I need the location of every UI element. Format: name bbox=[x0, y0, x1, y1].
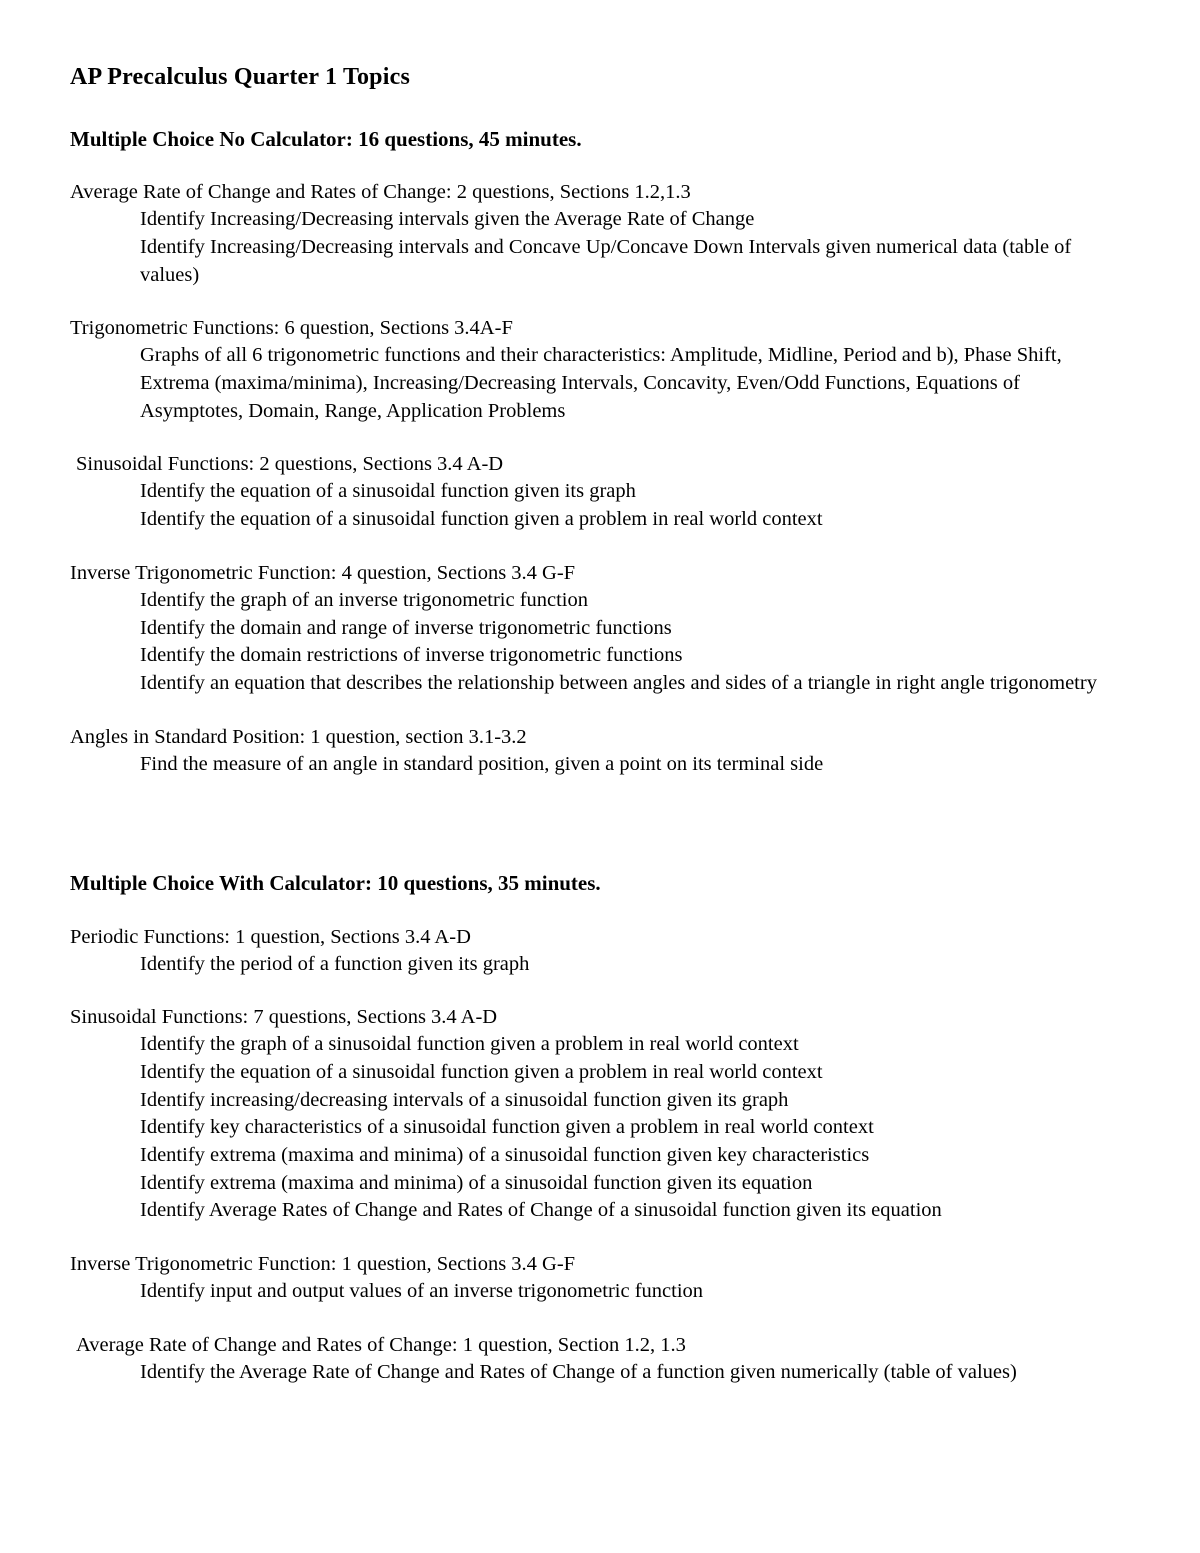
topic-bullets bbox=[70, 478, 1104, 533]
page-title-text: AP Precalculus Quarter 1 Topics bbox=[70, 64, 410, 90]
section-with-calculator bbox=[70, 870, 1104, 1386]
list-item: Identify the Average Rate of Change and Rates of Change of a function given numerically (table of values) bbox=[140, 1360, 1017, 1383]
topic-bullets bbox=[70, 1278, 1104, 1306]
topic-block bbox=[70, 315, 1104, 425]
list-item: Identify the graph of an inverse trigonometric function bbox=[140, 588, 589, 611]
topic-bullets bbox=[70, 751, 1104, 779]
topic-bullets bbox=[70, 1031, 1104, 1225]
section-heading: Multiple Choice With Calculator: 10 questions, 35 minutes. bbox=[70, 871, 601, 896]
topic-block bbox=[70, 1004, 1104, 1225]
list-item: Identify the equation of a sinusoidal function given its graph bbox=[140, 480, 636, 503]
list-item: Identify Increasing/Decreasing intervals given the Average Rate of Change bbox=[140, 208, 755, 231]
list-item: Identify the period of a function given its graph bbox=[140, 952, 530, 975]
topic-title: Average Rate of Change and Rates of Change: 1 question, Section 1.2, 1.3 bbox=[76, 1333, 686, 1356]
list-item: Identify Average Rates of Change and Rates of Change of a sinusoidal function given its equation bbox=[140, 1199, 942, 1222]
topic-title: Angles in Standard Position: 1 question, section 3.1-3.2 bbox=[70, 725, 527, 748]
topic-block bbox=[70, 724, 1104, 779]
topic-title: Trigonometric Functions: 6 question, Sections 3.4A-F bbox=[70, 317, 513, 340]
topic-title: Sinusoidal Functions: 2 questions, Sections 3.4 A-D bbox=[76, 453, 504, 476]
topic-title: Average Rate of Change and Rates of Change: 2 questions, Sections 1.2,1.3 bbox=[70, 181, 691, 204]
list-item: Identify input and output values of an inverse trigonometric function bbox=[140, 1280, 704, 1303]
list-item: Identify an equation that describes the relationship between angles and sides of a triangle in right angle trigonometry bbox=[140, 671, 1097, 694]
topic-block bbox=[70, 924, 1104, 979]
section-no-calculator bbox=[70, 126, 1104, 778]
topic-bullets bbox=[70, 951, 1104, 979]
list-item: Identify Increasing/Decreasing intervals and Concave Up/Concave Down Intervals given numerical data (table of values) bbox=[140, 236, 1072, 286]
topic-bullets bbox=[70, 1359, 1104, 1387]
topic-block bbox=[70, 1251, 1104, 1306]
list-item: Graphs of all 6 trigonometric functions and their characteristics: Amplitude, Midline, Period and b), Phase Shift, Extrema (maxima/minima), Increasing/Decreasing Intervals, Concavity, Even/Odd Functions, Equations of Asymptotes, Domain, Range, Application Problems bbox=[140, 344, 1062, 422]
list-item: Identify extrema (maxima and minima) of a sinusoidal function given key characteristics bbox=[140, 1144, 870, 1167]
topic-title: Periodic Functions: 1 question, Sections 3.4 A-D bbox=[70, 925, 471, 948]
section-divider-space bbox=[70, 804, 1104, 870]
list-item: Find the measure of an angle in standard position, given a point on its terminal side bbox=[140, 752, 824, 775]
topic-bullets bbox=[70, 206, 1104, 289]
list-item: Identify the graph of a sinusoidal function given a problem in real world context bbox=[140, 1033, 799, 1056]
topic-title: Sinusoidal Functions: 7 questions, Sections 3.4 A-D bbox=[70, 1006, 498, 1029]
list-item: Identify the domain restrictions of inverse trigonometric functions bbox=[140, 644, 683, 667]
topic-bullets bbox=[70, 587, 1104, 698]
list-item: Identify the equation of a sinusoidal function given a problem in real world context bbox=[140, 508, 823, 531]
section-heading: Multiple Choice No Calculator: 16 questions, 45 minutes. bbox=[70, 127, 582, 151]
page-title bbox=[70, 62, 1104, 92]
topic-block bbox=[70, 451, 1104, 533]
list-item: Identify increasing/decreasing intervals of a sinusoidal function given its graph bbox=[140, 1088, 789, 1111]
list-item: Identify extrema (maxima and minima) of a sinusoidal function given its equation bbox=[140, 1171, 813, 1194]
topic-block bbox=[70, 179, 1104, 289]
topic-block bbox=[70, 560, 1104, 698]
list-item: Identify the domain and range of inverse trigonometric functions bbox=[140, 616, 672, 639]
topic-bullets bbox=[70, 342, 1104, 425]
list-item: Identify key characteristics of a sinusoidal function given a problem in real world context bbox=[140, 1116, 874, 1139]
topic-title: Inverse Trigonometric Function: 1 question, Sections 3.4 G-F bbox=[70, 1253, 576, 1276]
list-item: Identify the equation of a sinusoidal function given a problem in real world context bbox=[140, 1061, 823, 1083]
topic-title: Inverse Trigonometric Function: 4 question, Sections 3.4 G-F bbox=[70, 561, 576, 584]
topic-block bbox=[70, 1332, 1104, 1387]
